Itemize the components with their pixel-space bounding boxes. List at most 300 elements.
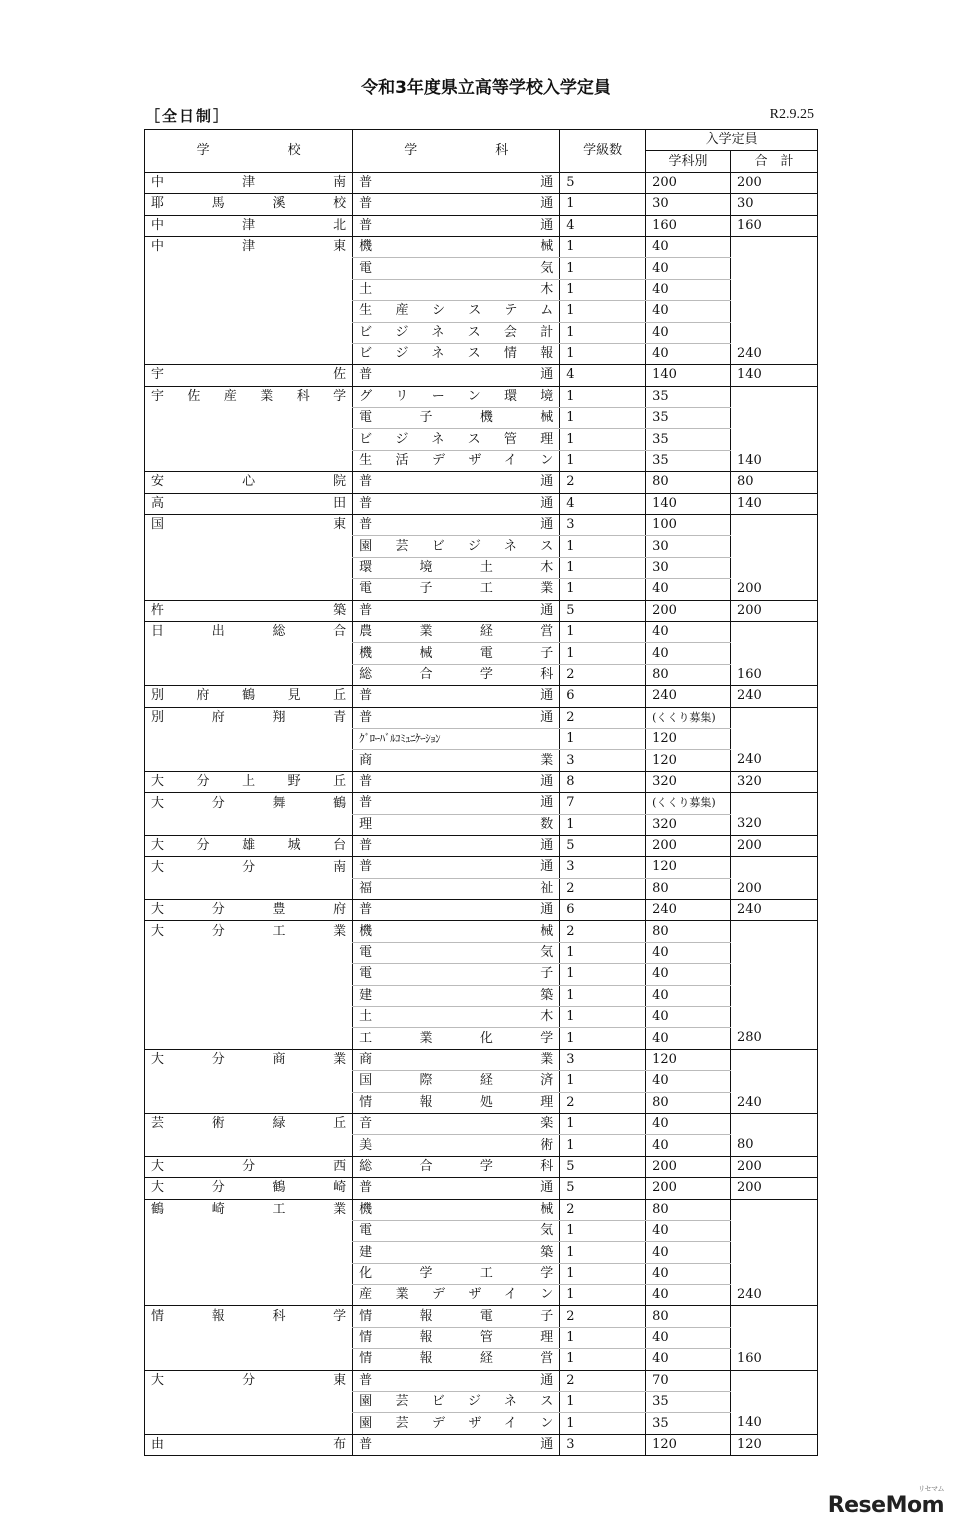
school-total: 200	[730, 835, 817, 856]
table-row	[145, 1156, 818, 1177]
department-capacity	[646, 515, 731, 536]
school-name: 大分南	[145, 857, 353, 878]
table-row	[145, 1263, 818, 1284]
class-count: 2	[560, 472, 646, 493]
school-total: 240	[730, 900, 817, 921]
capacity-value: 80	[652, 666, 669, 682]
capacity-value: 40	[652, 239, 669, 255]
table-row	[145, 322, 818, 343]
department-name	[353, 579, 560, 600]
department-name	[353, 878, 560, 899]
department-capacity	[646, 1028, 731, 1049]
school-name: 中津北	[145, 215, 353, 236]
department-label: ビジネス情報	[359, 346, 554, 362]
table-body	[145, 172, 818, 1455]
table-row	[145, 878, 818, 899]
department-label: 園芸ビジネス	[359, 538, 554, 554]
department-label: 機械電子	[359, 645, 554, 661]
department-capacity	[646, 1370, 731, 1391]
capacity-value: 40	[652, 645, 669, 661]
school-total	[730, 793, 817, 814]
school-name: 日出総合	[145, 621, 353, 642]
department-capacity	[646, 1049, 731, 1070]
department-capacity	[646, 386, 731, 407]
header-by-department: 学科別	[646, 151, 731, 172]
department-name	[353, 600, 560, 621]
table-row	[145, 279, 818, 300]
capacity-value: 35	[652, 410, 669, 426]
school-name: 大分工業	[145, 921, 353, 942]
department-name	[353, 557, 560, 578]
resemom-logo	[827, 1485, 944, 1518]
capacity-value: 200	[652, 838, 677, 854]
department-capacity	[646, 643, 731, 664]
department-name	[353, 301, 560, 322]
school-name	[145, 1327, 353, 1348]
school-total: 160	[736, 1351, 762, 1367]
department-label: 電気	[359, 260, 554, 276]
school-total	[730, 515, 817, 536]
department-capacity	[646, 258, 731, 279]
class-count: 4	[560, 493, 646, 514]
table-row	[145, 1092, 818, 1113]
school-name	[145, 279, 353, 300]
department-capacity	[646, 1135, 731, 1156]
department-name	[353, 172, 560, 193]
school-name	[145, 322, 353, 343]
class-count: 1	[560, 814, 646, 835]
department-name	[353, 814, 560, 835]
school-total	[730, 964, 817, 985]
document-date: R2.9.25	[769, 107, 814, 122]
table-row	[145, 1113, 818, 1134]
department-capacity	[646, 1327, 731, 1348]
school-total: 140	[730, 493, 817, 514]
school-name	[145, 1028, 353, 1049]
school-total: 240	[736, 1094, 762, 1110]
school-total: 200	[730, 1156, 817, 1177]
school-name	[145, 1349, 353, 1370]
department-label: 機械	[359, 1201, 554, 1217]
school-name	[145, 964, 353, 985]
department-name	[353, 1113, 560, 1134]
department-label: 音楽	[359, 1116, 554, 1132]
school-name	[145, 728, 353, 749]
school-name: 安心院	[145, 472, 353, 493]
department-name	[353, 1242, 560, 1263]
department-name	[353, 343, 560, 364]
department-name	[353, 1071, 560, 1092]
school-name	[145, 1392, 353, 1413]
class-count: 1	[560, 1242, 646, 1263]
department-label: 化学工学	[359, 1265, 554, 1281]
class-count: 1	[560, 1220, 646, 1241]
class-count: 2	[560, 1199, 646, 1220]
department-label: 普通	[359, 859, 554, 875]
school-total	[730, 857, 817, 878]
school-total	[730, 1306, 817, 1327]
department-name	[353, 985, 560, 1006]
department-label: 普通	[359, 1372, 554, 1388]
department-capacity	[646, 365, 731, 386]
class-count: 1	[560, 579, 646, 600]
department-label: 普通	[359, 367, 554, 383]
department-label: グリーン環境	[359, 388, 554, 404]
department-capacity	[646, 1349, 731, 1370]
department-label: 建築	[359, 1244, 554, 1260]
department-name	[353, 793, 560, 814]
table-row	[145, 1434, 818, 1455]
class-count: 4	[560, 215, 646, 236]
table-row	[145, 493, 818, 514]
school-total	[730, 1113, 817, 1134]
department-capacity	[646, 771, 731, 792]
department-name	[353, 1092, 560, 1113]
school-name	[145, 557, 353, 578]
table-row	[145, 386, 818, 407]
department-capacity	[646, 236, 731, 257]
table-row	[145, 194, 818, 215]
department-name	[353, 621, 560, 642]
table-row	[145, 643, 818, 664]
table-row	[145, 1306, 818, 1327]
school-total	[730, 1007, 817, 1028]
header-department: 学 科	[353, 130, 560, 173]
department-capacity	[646, 579, 731, 600]
school-total: 200	[736, 581, 762, 597]
school-name	[145, 643, 353, 664]
school-total	[730, 1242, 817, 1263]
department-label: 情報経営	[359, 1351, 554, 1367]
department-name	[353, 664, 560, 685]
department-capacity	[646, 686, 731, 707]
class-count: 1	[560, 557, 646, 578]
department-name	[353, 1220, 560, 1241]
department-name	[353, 1349, 560, 1370]
class-count: 1	[560, 1285, 646, 1306]
capacity-value: 40	[652, 346, 669, 362]
department-name	[353, 194, 560, 215]
department-capacity	[646, 1071, 731, 1092]
table-row	[145, 408, 818, 429]
header-total: 合 計	[730, 151, 817, 172]
table-row	[145, 1285, 818, 1306]
table-row	[145, 1370, 818, 1391]
department-label: 美術	[359, 1137, 554, 1153]
department-label: 国際経済	[359, 1073, 554, 1089]
department-capacity	[646, 964, 731, 985]
school-total	[730, 429, 817, 450]
department-label: 情報管理	[359, 1330, 554, 1346]
department-capacity	[646, 194, 731, 215]
table-row	[145, 472, 818, 493]
school-name	[145, 1007, 353, 1028]
department-label: 電気	[359, 945, 554, 961]
capacity-value: 40	[652, 1137, 669, 1153]
department-capacity	[646, 1242, 731, 1263]
department-label: 工業化学	[359, 1030, 554, 1046]
department-label: 情報電子	[359, 1308, 554, 1324]
class-count: 1	[560, 258, 646, 279]
class-count: 1	[560, 1392, 646, 1413]
department-name	[353, 1263, 560, 1284]
school-total: 160	[730, 215, 817, 236]
department-capacity	[646, 450, 731, 471]
department-label: 土木	[359, 281, 554, 297]
school-total	[730, 707, 817, 728]
table-row	[145, 258, 818, 279]
department-name	[353, 1285, 560, 1306]
class-count: 1	[560, 279, 646, 300]
school-name	[145, 450, 353, 471]
school-name: 由布	[145, 1434, 353, 1455]
table-row	[145, 1199, 818, 1220]
capacity-value: 40	[652, 303, 669, 319]
class-count: 4	[560, 365, 646, 386]
department-name	[353, 1327, 560, 1348]
school-total: 200	[730, 172, 817, 193]
capacity-value: 35	[652, 388, 669, 404]
department-name	[353, 450, 560, 471]
school-total: 200	[730, 600, 817, 621]
department-name	[353, 643, 560, 664]
department-label: 情報処理	[359, 1094, 554, 1110]
school-name: 宇佐産業科学	[145, 386, 353, 407]
department-capacity	[646, 1263, 731, 1284]
department-capacity	[646, 1092, 731, 1113]
school-total: 160	[736, 666, 762, 682]
school-total	[730, 942, 817, 963]
school-name	[145, 1263, 353, 1284]
department-label: 機械	[359, 239, 554, 255]
department-name	[353, 900, 560, 921]
school-total	[730, 1327, 817, 1348]
school-total	[730, 728, 817, 749]
capacity-value: 80	[652, 474, 669, 490]
department-label: 電子	[359, 966, 554, 982]
capacity-value: 40	[652, 966, 669, 982]
school-name: 大分西	[145, 1156, 353, 1177]
school-name: 大分商業	[145, 1049, 353, 1070]
school-total	[730, 1370, 817, 1391]
capacity-value: 40	[652, 1287, 669, 1303]
school-total: 240	[736, 1287, 762, 1303]
capacity-value: 140	[652, 495, 677, 511]
table-row	[145, 750, 818, 771]
table-row	[145, 1413, 818, 1434]
school-name	[145, 429, 353, 450]
header-classes: 学級数	[560, 130, 646, 173]
table-row	[145, 215, 818, 236]
class-count: 1	[560, 985, 646, 1006]
capacity-value: 40	[652, 1073, 669, 1089]
school-total	[730, 386, 817, 407]
class-count: 1	[560, 1263, 646, 1284]
school-total	[730, 301, 817, 322]
class-count: 1	[560, 1071, 646, 1092]
department-name	[353, 964, 560, 985]
capacity-value: 160	[652, 217, 677, 233]
class-count: 5	[560, 1156, 646, 1177]
department-capacity	[646, 1285, 731, 1306]
class-count: 3	[560, 1434, 646, 1455]
capacity-value: 80	[652, 1094, 669, 1110]
capacity-value: 40	[652, 1265, 669, 1281]
capacity-value: 40	[652, 1030, 669, 1046]
table-row	[145, 301, 818, 322]
school-total: 120	[730, 1434, 817, 1455]
school-name	[145, 1092, 353, 1113]
class-count: 1	[560, 1007, 646, 1028]
department-name	[353, 365, 560, 386]
capacity-value: 240	[652, 688, 677, 704]
class-count: 1	[560, 322, 646, 343]
capacity-value: 30	[652, 196, 669, 212]
class-count: 1	[560, 1327, 646, 1348]
class-count: 1	[560, 1413, 646, 1434]
table-row	[145, 1071, 818, 1092]
school-total	[730, 1049, 817, 1070]
table-row	[145, 1392, 818, 1413]
department-name	[353, 1156, 560, 1177]
department-capacity	[646, 1156, 731, 1177]
school-total: 80	[730, 472, 817, 493]
department-name	[353, 771, 560, 792]
department-name	[353, 515, 560, 536]
capacity-value: 80	[652, 1308, 669, 1324]
table-row	[145, 450, 818, 471]
school-total: 240	[736, 345, 762, 361]
capacity-value: 120	[652, 752, 677, 768]
department-capacity	[646, 429, 731, 450]
department-name	[353, 835, 560, 856]
school-total	[730, 557, 817, 578]
department-label: 普通	[359, 217, 554, 233]
department-label: 園芸デザイン	[359, 1415, 554, 1431]
department-label: 普通	[359, 602, 554, 618]
class-count: 1	[560, 964, 646, 985]
school-total: 280	[736, 1030, 762, 1046]
department-label: 総合学科	[359, 1158, 554, 1174]
school-total: 80	[736, 1137, 754, 1153]
department-name	[353, 215, 560, 236]
department-capacity	[646, 900, 731, 921]
capacity-value: 35	[652, 1394, 669, 1410]
department-capacity	[646, 301, 731, 322]
table-row	[145, 600, 818, 621]
department-label: 福祉	[359, 880, 554, 896]
department-name	[353, 429, 560, 450]
class-count: 2	[560, 1370, 646, 1391]
school-name: 大分東	[145, 1370, 353, 1391]
school-total: 200	[730, 1178, 817, 1199]
school-name: 芸術緑丘	[145, 1113, 353, 1134]
capacity-value: 35	[652, 1415, 669, 1431]
section-label: ［全日制］	[145, 107, 231, 125]
class-count: 6	[560, 900, 646, 921]
table-row	[145, 686, 818, 707]
department-label: 電子機械	[359, 410, 554, 426]
department-name	[353, 921, 560, 942]
school-total	[730, 279, 817, 300]
department-name	[353, 258, 560, 279]
capacity-value: 40	[652, 1244, 669, 1260]
school-name: 宇佐	[145, 365, 353, 386]
department-capacity	[646, 707, 731, 728]
class-count: 2	[560, 664, 646, 685]
department-name	[353, 1434, 560, 1455]
school-total	[730, 536, 817, 557]
department-name	[353, 386, 560, 407]
class-count: 1	[560, 236, 646, 257]
class-count: 1	[560, 1113, 646, 1134]
class-count: 1	[560, 194, 646, 215]
department-label: 普通	[359, 174, 554, 190]
department-label: 普通	[359, 495, 554, 511]
table-row	[145, 515, 818, 536]
school-name: 国東	[145, 515, 353, 536]
department-capacity	[646, 536, 731, 557]
department-label: ビジネス管理	[359, 431, 554, 447]
department-name	[353, 408, 560, 429]
department-name	[353, 750, 560, 771]
capacity-value: 200	[652, 1158, 677, 1174]
department-capacity	[646, 664, 731, 685]
class-count: 1	[560, 343, 646, 364]
capacity-value: 240	[652, 902, 677, 918]
school-name: 大分豊府	[145, 900, 353, 921]
table-row	[145, 707, 818, 728]
capacity-value: 80	[652, 880, 669, 896]
department-label: 電子工業	[359, 581, 554, 597]
table-row	[145, 1178, 818, 1199]
capacity-value: 40	[652, 987, 669, 1003]
department-name	[353, 1028, 560, 1049]
school-total: 320	[736, 816, 762, 832]
department-capacity	[646, 343, 731, 364]
capacity-value: 200	[652, 602, 677, 618]
class-count: 5	[560, 600, 646, 621]
class-count: 2	[560, 921, 646, 942]
class-count: 1	[560, 408, 646, 429]
school-name: 杵築	[145, 600, 353, 621]
department-label: 産業デザイン	[359, 1287, 554, 1303]
school-name	[145, 579, 353, 600]
department-capacity	[646, 557, 731, 578]
department-label: 商業	[359, 1051, 554, 1067]
capacity-value: 30	[652, 538, 669, 554]
school-name	[145, 258, 353, 279]
class-count: 3	[560, 750, 646, 771]
class-count: 1	[560, 536, 646, 557]
capacity-value: 40	[652, 1009, 669, 1025]
department-label: 普通	[359, 517, 554, 533]
capacity-value: 35	[652, 453, 669, 469]
department-label: 普通	[359, 474, 554, 490]
school-name	[145, 1413, 353, 1434]
department-name	[353, 1178, 560, 1199]
school-total: 140	[730, 365, 817, 386]
school-total	[730, 1199, 817, 1220]
department-name	[353, 1370, 560, 1391]
school-name	[145, 301, 353, 322]
school-total	[730, 643, 817, 664]
class-count: 6	[560, 686, 646, 707]
capacity-value: 320	[652, 816, 677, 832]
department-name	[353, 472, 560, 493]
capacity-value: 80	[652, 1201, 669, 1217]
department-label: 普通	[359, 709, 554, 725]
